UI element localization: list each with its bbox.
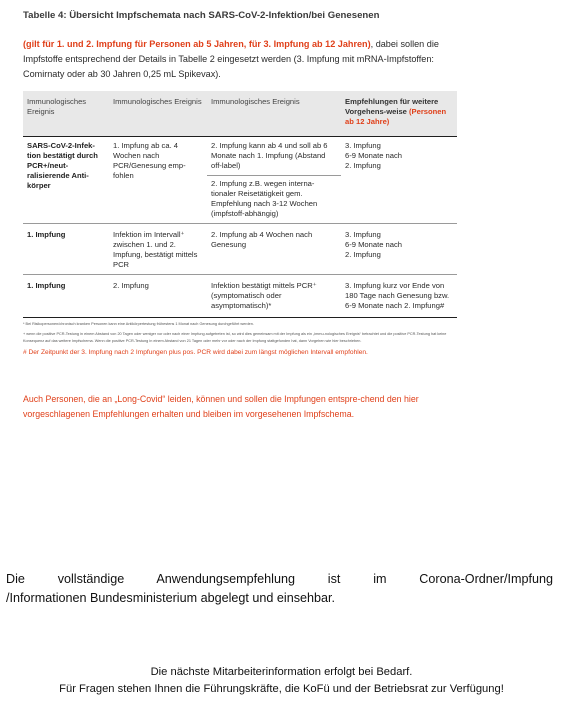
row2-event3: 2. Impfung ab 4 Wochen nach Genesung	[207, 224, 341, 275]
table-row	[23, 224, 457, 275]
row3-event2: 2. Impfung	[109, 275, 207, 318]
row3-recommendation: 3. Impfung kurz vor Ende von 180 Tage nach Genesung bzw. 6-9 Monate nach 2. Impfung#	[341, 275, 457, 318]
header-recommendation-label: Empfehlungen für weitere Vorgehens-weise	[345, 97, 439, 116]
row3-event1: 1. Impfung	[23, 275, 109, 318]
row2-recommendation: 3. Impfung 6-9 Monate nach 2. Impfung	[341, 224, 457, 275]
intro-text: , dabei sollen die Impfstoffe entsprechend der Details in Tabelle 2 eingesetzt werden (3. Impfung mit mRNA-Impfstoffen: Comirnaty oder ab 30 Jahren 0,25 mL Spikevax).	[23, 39, 439, 79]
row1-event3a: 2. Impfung kann ab 4 und soll ab 6 Monate nach 1. Impfung (Abstand off-label)	[207, 137, 341, 176]
header-col2: Immunologisches Ereignis	[109, 91, 207, 137]
row1-event2: 1. Impfung ab ca. 4 Wochen nach PCR/Genesung emp-fohlen	[109, 137, 207, 224]
embedded-document-image	[23, 10, 457, 421]
row3-event3: Infektion bestätigt mittels PCR⁺ (symptomatisch oder asymptomatisch)*	[207, 275, 341, 318]
notice-line2: /Informationen Bundesministerium abgelegt und einsehbar.	[6, 591, 336, 605]
footnote-star: * Bei Risikopersonen/chronisch kranken Personen kann eine Antikörpertestung frühestens 1 Monat nach Genesung durchgeführt werden.	[23, 322, 254, 326]
intro-paragraph	[23, 37, 457, 82]
row1-recommendation: 3. Impfung 6-9 Monate nach 2. Impfung	[341, 137, 457, 224]
footnote-hash: # Der Zeitpunkt der 3. Impfung nach 2 Impfungen plus pos. PCR wird dabei zum längst möglichen Intervall empfohlen.	[23, 349, 368, 356]
row1-event1: SARS-CoV-2-Infek-tion bestätigt durch PCR+/neut-ralisierende Anti-körper	[23, 137, 109, 224]
header-col3: Immunologisches Ereignis	[207, 91, 341, 137]
footnote-plus: + wenn die positive PCR-Testung in einem Abstand von 20 Tagen oder weniger vor oder nach einer Impfung aufgetreten ist, so wird dies gemeinsam mit der Impfung als ein „immu-nologisches Ereignis“ betrachtet und die positive PCR-Testung hat keine Konsequenz auf das weitere Impfschema. Wenn die positive PCR-Testung in einem Abstand von 21 Tagen oder mehr vor oder nach der Impfung stattgefunden hat, dann Vorgehen wie hier beschrieben.	[23, 332, 447, 343]
row2-event1: 1. Impfung	[23, 224, 109, 275]
notice-line1: Die vollständige Anwendungsempfehlung ist im Corona-Ordner/Impfung	[6, 572, 553, 586]
header-col1: Immunologisches Ereignis	[23, 91, 109, 137]
vaccination-schedule-table	[23, 91, 457, 318]
table-header-row	[23, 91, 457, 137]
row2-event2: Infektion im Intervall⁺ zwischen 1. und 2. Impfung, bestätigt mittels PCR	[109, 224, 207, 275]
next-info-note: Die nächste Mitarbeiterinformation erfolgt bei Bedarf.	[150, 666, 413, 678]
header-age-note: (Personen ab 12 Jahre)	[345, 107, 447, 126]
header-recommendation	[341, 91, 457, 137]
table-row	[23, 137, 457, 176]
contact-note: Für Fragen stehen Ihnen die Führungskräfte, die KoFü und der Betriebsrat zur Verfügung!	[59, 683, 504, 695]
table-title: Tabelle 4: Übersicht Impfschemata nach SARS-CoV-2-Infektion/bei Genesenen	[23, 10, 380, 21]
table-row	[23, 275, 457, 318]
long-covid-note: Auch Personen, die an „Long-Covid“ leiden, können und sollen die Impfungen entspre-chend den hier vorgeschlagenen Empfehlungen erhalten und bleiben im vorgesehenen Impfschema.	[23, 394, 419, 419]
full-recommendation-notice	[6, 570, 553, 608]
row1-event3b: 2. Impfung z.B. wegen interna-tionaler Reisetätigkeit gem. Empfehlung nach 3-12 Wochen (impfstoff-abhängig)	[207, 176, 341, 224]
intro-age-scope: (gilt für 1. und 2. Impfung für Personen ab 5 Jahren, für 3. Impfung ab 12 Jahren)	[23, 39, 371, 49]
